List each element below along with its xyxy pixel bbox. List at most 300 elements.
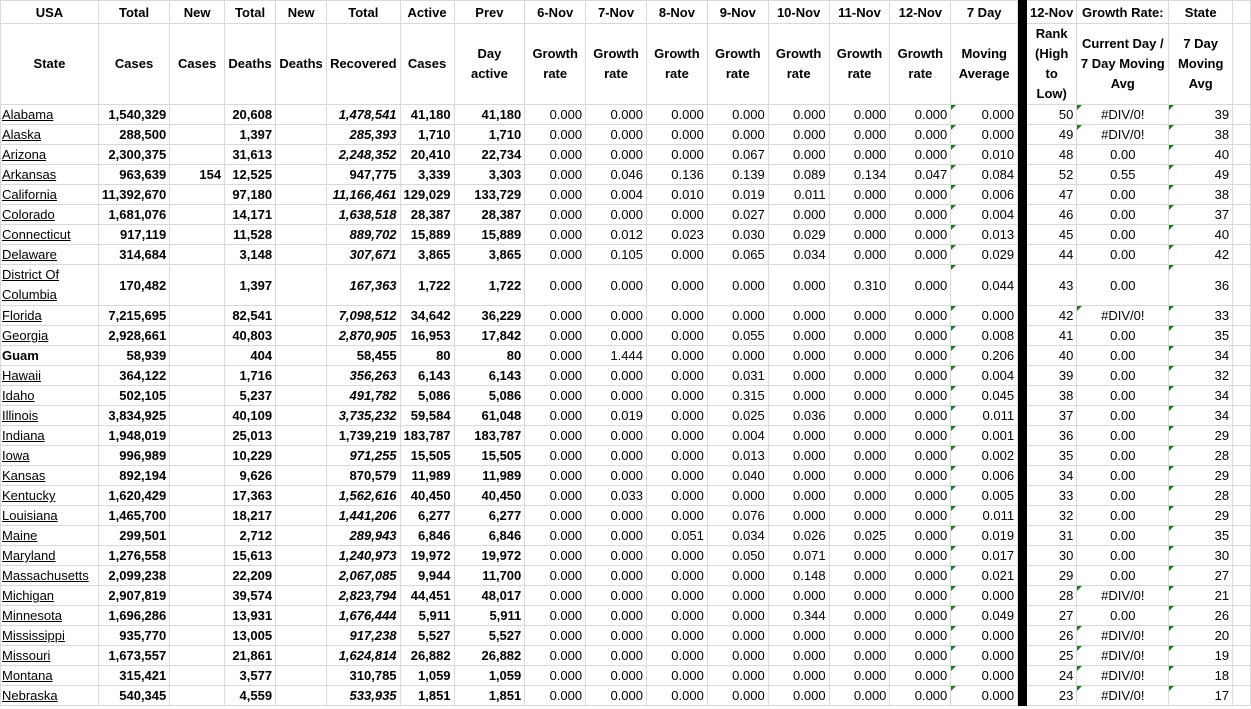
state-moving-avg-cell[interactable]	[1169, 125, 1233, 145]
state-moving-avg-cell[interactable]	[1169, 406, 1233, 426]
growth-rate-cell[interactable]: 0.004	[707, 426, 768, 446]
growth-rate-cell[interactable]: 0.000	[646, 245, 707, 265]
ratio-cell[interactable]	[1077, 426, 1169, 446]
empty-cell[interactable]	[1233, 205, 1251, 225]
growth-rate-cell[interactable]: 0.000	[525, 406, 586, 426]
prev-day-active-cell[interactable]: 5,911	[454, 606, 525, 626]
new-cases-cell[interactable]	[170, 686, 225, 706]
state-moving-avg-cell[interactable]	[1169, 245, 1233, 265]
total-cases-cell[interactable]: 1,465,700	[98, 506, 169, 526]
state-link[interactable]: Maryland	[1, 546, 99, 566]
growth-rate-cell[interactable]: 0.000	[890, 306, 951, 326]
growth-rate-cell[interactable]: 0.000	[646, 346, 707, 366]
growth-rate-cell[interactable]: 0.000	[829, 145, 890, 165]
state-moving-avg-cell[interactable]	[1169, 386, 1233, 406]
moving-average-cell[interactable]	[951, 546, 1018, 566]
growth-rate-cell[interactable]: 0.000	[890, 466, 951, 486]
growth-rate-cell[interactable]: 0.148	[768, 566, 829, 586]
growth-rate-cell[interactable]: 0.000	[646, 586, 707, 606]
growth-rate-cell[interactable]: 0.000	[586, 326, 647, 346]
growth-rate-cell[interactable]: 0.000	[586, 466, 647, 486]
rank-cell[interactable]: 38	[1026, 386, 1076, 406]
growth-rate-cell[interactable]: 0.000	[586, 566, 647, 586]
empty-cell[interactable]	[1233, 145, 1251, 165]
growth-rate-cell[interactable]: 0.000	[525, 346, 586, 366]
ratio-cell[interactable]	[1077, 466, 1169, 486]
empty-cell[interactable]	[1233, 686, 1251, 706]
ratio-cell[interactable]	[1077, 666, 1169, 686]
growth-rate-cell[interactable]: 0.000	[829, 586, 890, 606]
growth-rate-cell[interactable]: 0.000	[707, 306, 768, 326]
total-cases-cell[interactable]: 1,276,558	[98, 546, 169, 566]
growth-rate-cell[interactable]: 0.029	[768, 225, 829, 245]
total-deaths-cell[interactable]: 404	[225, 346, 276, 366]
rank-cell[interactable]: 34	[1026, 466, 1076, 486]
growth-rate-cell[interactable]: 0.040	[707, 466, 768, 486]
new-deaths-cell[interactable]	[276, 566, 327, 586]
recovered-cell[interactable]: 285,393	[327, 125, 400, 145]
growth-rate-cell[interactable]: 0.000	[829, 666, 890, 686]
rank-cell[interactable]: 49	[1026, 125, 1076, 145]
growth-rate-cell[interactable]: 0.000	[890, 666, 951, 686]
recovered-cell[interactable]: 533,935	[327, 686, 400, 706]
growth-rate-cell[interactable]: 0.000	[586, 646, 647, 666]
empty-cell[interactable]	[1233, 626, 1251, 646]
recovered-cell[interactable]: 1,240,973	[327, 546, 400, 566]
state-link[interactable]: Michigan	[1, 586, 99, 606]
header-growth-7-nov-group[interactable]: 7-Nov	[586, 1, 647, 24]
ratio-cell[interactable]	[1077, 366, 1169, 386]
growth-rate-cell[interactable]: 0.034	[707, 526, 768, 546]
active-cases-cell[interactable]: 26,882	[400, 646, 454, 666]
growth-rate-cell[interactable]: 0.051	[646, 526, 707, 546]
growth-rate-cell[interactable]: 0.139	[707, 165, 768, 185]
prev-day-active-cell[interactable]: 133,729	[454, 185, 525, 205]
empty-cell[interactable]	[1233, 426, 1251, 446]
empty-cell[interactable]	[1233, 606, 1251, 626]
new-cases-cell[interactable]	[170, 366, 225, 386]
growth-rate-cell[interactable]: 0.000	[586, 265, 647, 306]
total-deaths-cell[interactable]: 3,148	[225, 245, 276, 265]
recovered-cell[interactable]: 3,735,232	[327, 406, 400, 426]
active-cases-cell[interactable]: 3,339	[400, 165, 454, 185]
growth-rate-cell[interactable]: 0.000	[646, 506, 707, 526]
header-state-7-day-moving-avg-label[interactable]: 7 Day Moving Avg	[1169, 24, 1233, 105]
new-cases-cell[interactable]	[170, 486, 225, 506]
prev-day-active-cell[interactable]: 11,989	[454, 466, 525, 486]
state-link[interactable]: Minnesota	[1, 606, 99, 626]
moving-average-cell[interactable]	[951, 265, 1018, 306]
new-deaths-cell[interactable]	[276, 225, 327, 245]
growth-rate-cell[interactable]: 0.000	[646, 606, 707, 626]
state-link[interactable]: Massachusetts	[1, 566, 99, 586]
new-deaths-cell[interactable]	[276, 506, 327, 526]
growth-rate-cell[interactable]: 0.000	[768, 265, 829, 306]
recovered-cell[interactable]: 307,671	[327, 245, 400, 265]
active-cases-cell[interactable]: 19,972	[400, 546, 454, 566]
active-cases-cell[interactable]: 44,451	[400, 586, 454, 606]
growth-rate-cell[interactable]: 0.000	[586, 546, 647, 566]
active-cases-cell[interactable]: 5,911	[400, 606, 454, 626]
state-link[interactable]: Colorado	[1, 205, 99, 225]
rank-cell[interactable]: 23	[1026, 686, 1076, 706]
new-cases-cell[interactable]	[170, 245, 225, 265]
growth-rate-cell[interactable]: 0.000	[646, 466, 707, 486]
total-cases-cell[interactable]: 11,392,670	[98, 185, 169, 205]
growth-rate-cell[interactable]: 0.000	[525, 606, 586, 626]
growth-rate-cell[interactable]: 0.065	[707, 245, 768, 265]
moving-average-cell[interactable]	[951, 366, 1018, 386]
total-deaths-cell[interactable]: 13,005	[225, 626, 276, 646]
growth-rate-cell[interactable]: 0.000	[890, 526, 951, 546]
growth-rate-cell[interactable]: 0.000	[646, 265, 707, 306]
growth-rate-cell[interactable]: 0.034	[768, 245, 829, 265]
empty-cell[interactable]	[1233, 165, 1251, 185]
rank-cell[interactable]: 28	[1026, 586, 1076, 606]
state-moving-avg-cell[interactable]	[1169, 486, 1233, 506]
new-cases-cell[interactable]	[170, 306, 225, 326]
ratio-cell[interactable]	[1077, 646, 1169, 666]
growth-rate-cell[interactable]: 0.000	[646, 386, 707, 406]
state-link[interactable]: Indiana	[1, 426, 99, 446]
ratio-cell[interactable]	[1077, 406, 1169, 426]
growth-rate-cell[interactable]: 0.000	[890, 506, 951, 526]
growth-rate-cell[interactable]: 0.000	[646, 626, 707, 646]
growth-rate-cell[interactable]: 0.000	[829, 506, 890, 526]
growth-rate-cell[interactable]: 0.000	[707, 566, 768, 586]
empty-cell[interactable]	[1233, 265, 1251, 306]
empty-cell[interactable]	[1233, 666, 1251, 686]
growth-rate-cell[interactable]: 0.000	[586, 145, 647, 165]
new-deaths-cell[interactable]	[276, 686, 327, 706]
growth-rate-cell[interactable]: 0.000	[646, 105, 707, 125]
new-cases-cell[interactable]	[170, 466, 225, 486]
state-link[interactable]: Missouri	[1, 646, 99, 666]
recovered-cell[interactable]: 1,624,814	[327, 646, 400, 666]
growth-rate-cell[interactable]: 0.134	[829, 165, 890, 185]
new-deaths-cell[interactable]	[276, 486, 327, 506]
new-deaths-cell[interactable]	[276, 626, 327, 646]
growth-rate-cell[interactable]: 0.000	[525, 586, 586, 606]
active-cases-cell[interactable]: 28,387	[400, 205, 454, 225]
growth-rate-cell[interactable]: 0.030	[707, 225, 768, 245]
new-cases-cell[interactable]	[170, 225, 225, 245]
growth-rate-cell[interactable]: 0.000	[586, 526, 647, 546]
state-link[interactable]: Arkansas	[1, 165, 99, 185]
prev-day-active-cell[interactable]: 15,889	[454, 225, 525, 245]
state-link[interactable]: Hawaii	[1, 366, 99, 386]
header-growth-12-nov-label[interactable]: Growth rate	[890, 24, 951, 105]
growth-rate-cell[interactable]: 0.000	[890, 686, 951, 706]
growth-rate-cell[interactable]: 0.000	[890, 225, 951, 245]
new-deaths-cell[interactable]	[276, 165, 327, 185]
growth-rate-cell[interactable]: 0.000	[525, 145, 586, 165]
rank-cell[interactable]: 32	[1026, 506, 1076, 526]
growth-rate-cell[interactable]: 0.000	[768, 205, 829, 225]
recovered-cell[interactable]: 1,478,541	[327, 105, 400, 125]
prev-day-active-cell[interactable]: 3,865	[454, 245, 525, 265]
recovered-cell[interactable]: 58,455	[327, 346, 400, 366]
header-growth-9-nov-label[interactable]: Growth rate	[707, 24, 768, 105]
total-deaths-cell[interactable]: 39,574	[225, 586, 276, 606]
rank-cell[interactable]: 40	[1026, 346, 1076, 366]
new-deaths-cell[interactable]	[276, 306, 327, 326]
growth-rate-cell[interactable]: 0.000	[586, 686, 647, 706]
growth-rate-cell[interactable]: 0.000	[829, 686, 890, 706]
rank-cell[interactable]: 29	[1026, 566, 1076, 586]
total-deaths-cell[interactable]: 13,931	[225, 606, 276, 626]
header-growth-8-nov-group[interactable]: 8-Nov	[646, 1, 707, 24]
rank-cell[interactable]: 46	[1026, 205, 1076, 225]
moving-average-cell[interactable]	[951, 446, 1018, 466]
ratio-cell[interactable]	[1077, 506, 1169, 526]
new-cases-cell[interactable]	[170, 326, 225, 346]
empty-cell[interactable]	[1233, 406, 1251, 426]
ratio-cell[interactable]	[1077, 105, 1169, 125]
new-deaths-cell[interactable]	[276, 125, 327, 145]
total-deaths-cell[interactable]: 1,397	[225, 265, 276, 306]
state-moving-avg-cell[interactable]	[1169, 686, 1233, 706]
new-deaths-cell[interactable]	[276, 586, 327, 606]
active-cases-cell[interactable]: 6,846	[400, 526, 454, 546]
rank-cell[interactable]: 43	[1026, 265, 1076, 306]
growth-rate-cell[interactable]: 0.000	[768, 105, 829, 125]
active-cases-cell[interactable]: 6,277	[400, 506, 454, 526]
new-deaths-cell[interactable]	[276, 145, 327, 165]
header-active-cases-label[interactable]: Cases	[400, 24, 454, 105]
growth-rate-cell[interactable]: 0.000	[646, 686, 707, 706]
moving-average-cell[interactable]	[951, 506, 1018, 526]
empty-cell[interactable]	[1233, 506, 1251, 526]
prev-day-active-cell[interactable]: 6,143	[454, 366, 525, 386]
state-link[interactable]: Louisiana	[1, 506, 99, 526]
ratio-cell[interactable]	[1077, 125, 1169, 145]
growth-rate-cell[interactable]: 0.067	[707, 145, 768, 165]
growth-rate-cell[interactable]: 0.036	[768, 406, 829, 426]
state-link[interactable]: Georgia	[1, 326, 99, 346]
growth-rate-cell[interactable]: 0.000	[768, 366, 829, 386]
state-link[interactable]: Maine	[1, 526, 99, 546]
total-deaths-cell[interactable]: 14,171	[225, 205, 276, 225]
header-rank-label[interactable]: Rank (High to Low)	[1026, 24, 1076, 105]
growth-rate-cell[interactable]: 0.047	[890, 165, 951, 185]
new-cases-cell[interactable]	[170, 666, 225, 686]
moving-average-cell[interactable]	[951, 426, 1018, 446]
growth-rate-cell[interactable]: 0.000	[586, 125, 647, 145]
prev-day-active-cell[interactable]: 11,700	[454, 566, 525, 586]
prev-day-active-cell[interactable]: 61,048	[454, 406, 525, 426]
rank-cell[interactable]: 39	[1026, 366, 1076, 386]
growth-rate-cell[interactable]: 0.000	[890, 586, 951, 606]
growth-rate-cell[interactable]: 0.000	[525, 185, 586, 205]
total-cases-cell[interactable]: 7,215,695	[98, 306, 169, 326]
rank-cell[interactable]: 27	[1026, 606, 1076, 626]
total-deaths-cell[interactable]: 9,626	[225, 466, 276, 486]
total-cases-cell[interactable]: 1,696,286	[98, 606, 169, 626]
active-cases-cell[interactable]: 34,642	[400, 306, 454, 326]
growth-rate-cell[interactable]: 0.000	[707, 586, 768, 606]
growth-rate-cell[interactable]: 0.000	[829, 346, 890, 366]
moving-average-cell[interactable]	[951, 125, 1018, 145]
growth-rate-cell[interactable]: 0.000	[586, 105, 647, 125]
state-moving-avg-cell[interactable]	[1169, 306, 1233, 326]
ratio-cell[interactable]	[1077, 306, 1169, 326]
state-link[interactable]: Mississippi	[1, 626, 99, 646]
new-deaths-cell[interactable]	[276, 205, 327, 225]
ratio-cell[interactable]	[1077, 606, 1169, 626]
total-deaths-cell[interactable]: 17,363	[225, 486, 276, 506]
growth-rate-cell[interactable]: 0.000	[829, 646, 890, 666]
growth-rate-cell[interactable]: 0.000	[646, 446, 707, 466]
active-cases-cell[interactable]: 1,722	[400, 265, 454, 306]
state-moving-avg-cell[interactable]	[1169, 326, 1233, 346]
growth-rate-cell[interactable]: 0.000	[525, 225, 586, 245]
empty-cell[interactable]	[1233, 546, 1251, 566]
header-growth-11-nov-group[interactable]: 11-Nov	[829, 1, 890, 24]
total-deaths-cell[interactable]: 25,013	[225, 426, 276, 446]
empty-cell[interactable]	[1233, 646, 1251, 666]
header-growth-10-nov-group[interactable]: 10-Nov	[768, 1, 829, 24]
total-deaths-cell[interactable]: 4,559	[225, 686, 276, 706]
total-cases-cell[interactable]: 917,119	[98, 225, 169, 245]
total-cases-cell[interactable]: 170,482	[98, 265, 169, 306]
state-link[interactable]: Illinois	[1, 406, 99, 426]
active-cases-cell[interactable]: 6,143	[400, 366, 454, 386]
rank-cell[interactable]: 25	[1026, 646, 1076, 666]
growth-rate-cell[interactable]: 0.000	[707, 606, 768, 626]
recovered-cell[interactable]: 2,248,352	[327, 145, 400, 165]
total-deaths-cell[interactable]: 15,613	[225, 546, 276, 566]
growth-rate-cell[interactable]: 0.000	[829, 446, 890, 466]
rank-cell[interactable]: 35	[1026, 446, 1076, 466]
growth-rate-cell[interactable]: 0.000	[890, 205, 951, 225]
active-cases-cell[interactable]: 41,180	[400, 105, 454, 125]
recovered-cell[interactable]: 947,775	[327, 165, 400, 185]
active-cases-cell[interactable]: 11,989	[400, 466, 454, 486]
total-cases-cell[interactable]: 1,948,019	[98, 426, 169, 446]
header-total-recovered-label[interactable]: Recovered	[327, 24, 400, 105]
growth-rate-cell[interactable]: 0.000	[586, 626, 647, 646]
state-link[interactable]: Arizona	[1, 145, 99, 165]
state-moving-avg-cell[interactable]	[1169, 165, 1233, 185]
total-cases-cell[interactable]: 315,421	[98, 666, 169, 686]
moving-average-cell[interactable]	[951, 566, 1018, 586]
active-cases-cell[interactable]: 16,953	[400, 326, 454, 346]
new-cases-cell[interactable]	[170, 265, 225, 306]
state-link[interactable]: Montana	[1, 666, 99, 686]
growth-rate-cell[interactable]: 0.000	[768, 646, 829, 666]
total-deaths-cell[interactable]: 22,209	[225, 566, 276, 586]
ratio-cell[interactable]	[1077, 205, 1169, 225]
growth-rate-cell[interactable]: 0.000	[890, 426, 951, 446]
ratio-cell[interactable]	[1077, 185, 1169, 205]
new-cases-cell[interactable]	[170, 646, 225, 666]
header-growth-8-nov-label[interactable]: Growth rate	[646, 24, 707, 105]
moving-average-cell[interactable]	[951, 526, 1018, 546]
growth-rate-cell[interactable]: 0.000	[768, 426, 829, 446]
ratio-cell[interactable]	[1077, 626, 1169, 646]
state-link[interactable]: Kansas	[1, 466, 99, 486]
state-moving-avg-cell[interactable]	[1169, 466, 1233, 486]
state-moving-avg-cell[interactable]	[1169, 265, 1233, 306]
growth-rate-cell[interactable]: 0.000	[525, 265, 586, 306]
prev-day-active-cell[interactable]: 3,303	[454, 165, 525, 185]
empty-cell[interactable]	[1233, 326, 1251, 346]
growth-rate-cell[interactable]: 0.071	[768, 546, 829, 566]
prev-day-active-cell[interactable]: 6,277	[454, 506, 525, 526]
empty-cell[interactable]	[1233, 486, 1251, 506]
rank-cell[interactable]: 33	[1026, 486, 1076, 506]
growth-rate-cell[interactable]: 0.019	[586, 406, 647, 426]
growth-rate-cell[interactable]: 0.000	[890, 265, 951, 306]
recovered-cell[interactable]: 1,562,616	[327, 486, 400, 506]
growth-rate-cell[interactable]: 0.004	[586, 185, 647, 205]
growth-rate-cell[interactable]: 0.000	[768, 326, 829, 346]
prev-day-active-cell[interactable]: 1,722	[454, 265, 525, 306]
growth-rate-cell[interactable]: 0.315	[707, 386, 768, 406]
total-cases-cell[interactable]: 540,345	[98, 686, 169, 706]
growth-rate-cell[interactable]: 0.000	[707, 626, 768, 646]
growth-rate-cell[interactable]: 0.046	[586, 165, 647, 185]
header-growth-7-nov-label[interactable]: Growth rate	[586, 24, 647, 105]
prev-day-active-cell[interactable]: 22,734	[454, 145, 525, 165]
growth-rate-cell[interactable]: 0.000	[586, 666, 647, 686]
new-deaths-cell[interactable]	[276, 185, 327, 205]
growth-rate-cell[interactable]: 0.344	[768, 606, 829, 626]
growth-rate-cell[interactable]: 0.000	[707, 686, 768, 706]
growth-rate-cell[interactable]: 0.000	[890, 606, 951, 626]
new-cases-cell[interactable]: 154	[170, 165, 225, 185]
growth-rate-cell[interactable]: 0.000	[768, 306, 829, 326]
moving-average-cell[interactable]	[951, 386, 1018, 406]
ratio-cell[interactable]	[1077, 686, 1169, 706]
state-link[interactable]: Iowa	[1, 446, 99, 466]
state-link[interactable]: Florida	[1, 306, 99, 326]
growth-rate-cell[interactable]: 0.000	[829, 426, 890, 446]
state-moving-avg-cell[interactable]	[1169, 506, 1233, 526]
growth-rate-cell[interactable]: 0.000	[525, 666, 586, 686]
total-deaths-cell[interactable]: 40,109	[225, 406, 276, 426]
total-cases-cell[interactable]: 2,928,661	[98, 326, 169, 346]
recovered-cell[interactable]: 1,638,518	[327, 205, 400, 225]
header-new-deaths-label[interactable]: Deaths	[276, 24, 327, 105]
total-deaths-cell[interactable]: 20,608	[225, 105, 276, 125]
recovered-cell[interactable]: 2,067,085	[327, 566, 400, 586]
growth-rate-cell[interactable]: 0.076	[707, 506, 768, 526]
growth-rate-cell[interactable]: 0.000	[768, 666, 829, 686]
growth-rate-cell[interactable]: 0.031	[707, 366, 768, 386]
active-cases-cell[interactable]: 5,527	[400, 626, 454, 646]
growth-rate-cell[interactable]: 0.013	[707, 446, 768, 466]
total-cases-cell[interactable]: 1,681,076	[98, 205, 169, 225]
growth-rate-cell[interactable]: 0.000	[525, 105, 586, 125]
active-cases-cell[interactable]: 183,787	[400, 426, 454, 446]
growth-rate-cell[interactable]: 0.000	[646, 426, 707, 446]
prev-day-active-cell[interactable]: 28,387	[454, 205, 525, 225]
prev-day-active-cell[interactable]: 17,842	[454, 326, 525, 346]
state-moving-avg-cell[interactable]	[1169, 606, 1233, 626]
growth-rate-cell[interactable]: 0.000	[586, 366, 647, 386]
header-active-cases-group[interactable]: Active	[400, 1, 454, 24]
growth-rate-cell[interactable]: 0.033	[586, 486, 647, 506]
prev-day-active-cell[interactable]: 5,527	[454, 626, 525, 646]
new-deaths-cell[interactable]	[276, 426, 327, 446]
new-deaths-cell[interactable]	[276, 606, 327, 626]
new-cases-cell[interactable]	[170, 506, 225, 526]
growth-rate-cell[interactable]: 0.310	[829, 265, 890, 306]
state-moving-avg-cell[interactable]	[1169, 225, 1233, 245]
moving-average-cell[interactable]	[951, 145, 1018, 165]
